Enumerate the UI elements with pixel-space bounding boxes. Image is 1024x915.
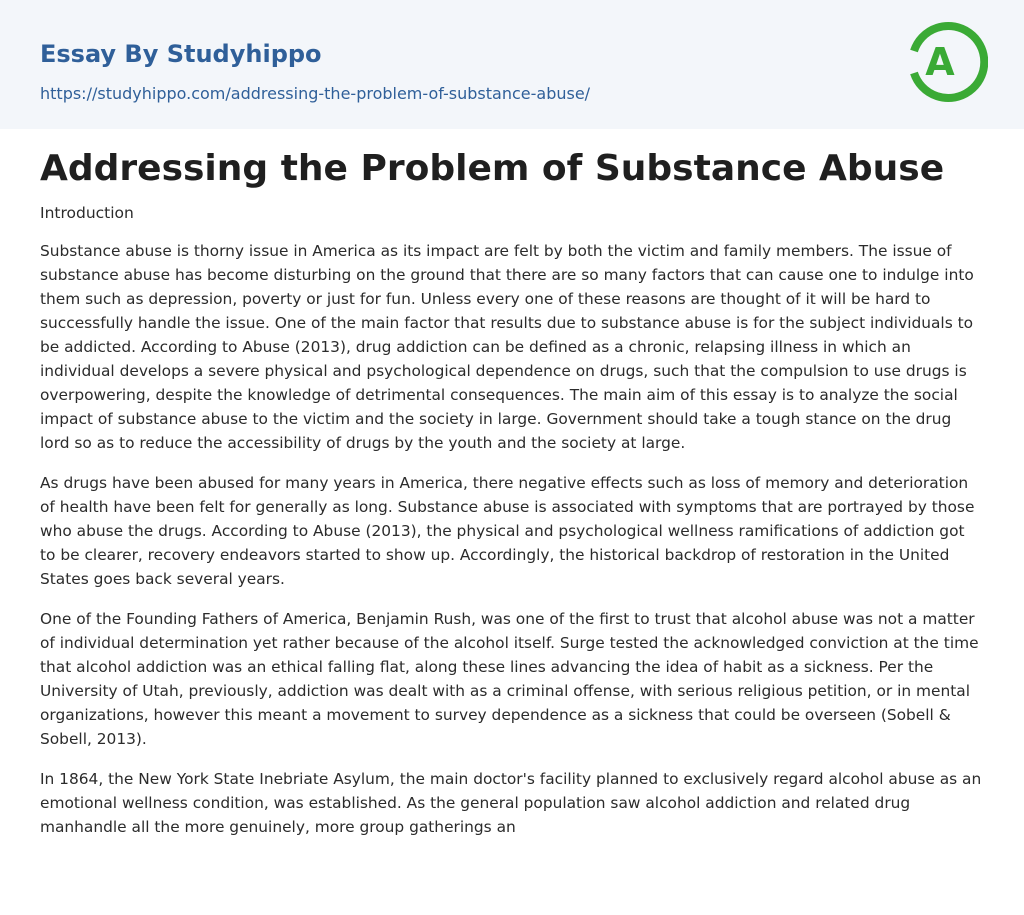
essay-paragraph: Substance abuse is thorny issue in America as its impact are felt by both the victim and family members. The issue of substance abuse has become disturbing on the ground that there are so many factors that can cause one to indulge into them such as depression, poverty or just for fun. Unless every one of these reasons are thought of it will be hard to successfully handle the issue. One of the main factor that results due to substance abuse is for the subject individuals to be addicted. According to Abuse (2013), drug addiction can be defined as a chronic, relapsing illness in which an individual develops a severe physical and psychological dependence on drugs, such that the compulsion to use drugs is overpowering, despite the knowledge of detrimental consequences. The main aim of this essay is to analyze the social impact of substance abuse to the victim and the society in large. Government should take a tough stance on the drug lord so as to reduce the accessibility of drugs by the youth and the society at large. — [40, 242, 974, 452]
essay-title: Addressing the Problem of Substance Abuse — [40, 148, 945, 189]
page-url[interactable]: https://studyhippo.com/addressing-the-problem-of-substance-abuse/ — [40, 84, 591, 103]
section-heading-introduction: Introduction — [40, 204, 134, 222]
site-header — [0, 0, 1024, 129]
essay-paragraph: In 1864, the New York State Inebriate Asylum, the main doctor's facility planned to exclusively regard alcohol abuse as an emotional wellness condition, was established. As the general population saw alcohol addiction and related drug manhandle all the more genuinely, more group gatherings an — [40, 770, 982, 836]
site-brand[interactable]: Essay By Studyhippo — [40, 40, 322, 68]
essay-content — [0, 129, 1024, 839]
logo-letter: A — [925, 40, 955, 84]
essay-paragraph: As drugs have been abused for many years in America, there negative effects such as loss of memory and deterioration of health have been felt for generally as long. Substance abuse is associated with symptoms that are portrayed by those who abuse the drugs. According to Abuse (2013), the physical and psychological wellness ramifications of addiction got to be clearer, recovery endeavors started to show up. Accordingly, the historical backdrop of restoration in the United States goes back several years. — [40, 474, 975, 588]
essay-paragraph: One of the Founding Fathers of America, Benjamin Rush, was one of the first to trust that alcohol abuse was not a matter of individual determination yet rather because of the alcohol itself. Surge tested the acknowledged conviction at the time that alcohol addiction was an ethical falling flat, along these lines advancing the idea of habit as a sickness. Per the University of Utah, previously, addiction was dealt with as a criminal offense, with serious religious petition, or in mental organizations, however this meant a movement to survey dependence as a sickness that could be overseen (Sobell & Sobell, 2013). — [40, 610, 979, 748]
studyhippo-a-logo-icon[interactable] — [908, 17, 988, 107]
